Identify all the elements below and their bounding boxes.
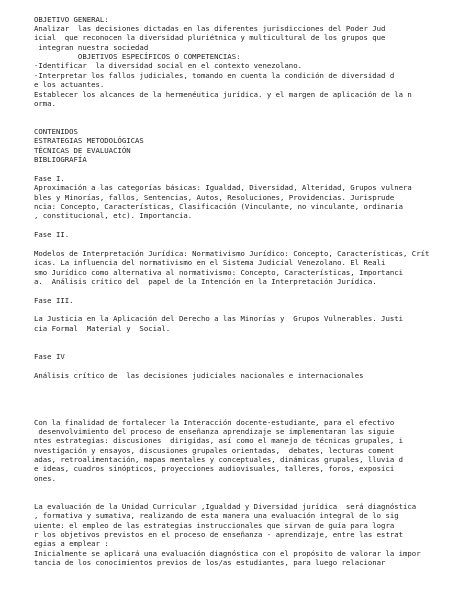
text-line: cia Formal Material y Social. bbox=[34, 323, 171, 333]
text-line: BIBLIOGRAFÍA bbox=[34, 155, 87, 165]
text-line: e los actuantes. bbox=[34, 80, 105, 90]
text-line: Modelos de Interpretación Jurídica: Normativismo Jurídico: Concepto, Características, Crít bbox=[34, 248, 430, 258]
text-line: smo Jurídico como alternativa al normativismo: Concepto, Características, Importanci bbox=[34, 267, 404, 277]
text-line: -Identificar la diversidad social en el contexto venezolano. bbox=[34, 61, 302, 71]
text-line: Fase II. bbox=[34, 230, 70, 240]
text-line: ncia: Concepto, Características, Clasificación (Vinculante, no vinculante, ordinaria bbox=[34, 202, 404, 211]
text-line: OBJETIVO GENERAL: bbox=[34, 14, 109, 24]
text-line: Inicialmente se aplicará una evaluación diagnóstica con el propósito de valorar la impor bbox=[34, 548, 421, 558]
text-line: ones. bbox=[34, 473, 56, 483]
text-line: CONTENIDOS bbox=[34, 127, 78, 137]
text-line: r los objetivos previstos en el proceso de enseñanza - aprendizaje, entre las estrat bbox=[34, 529, 404, 539]
text-line: Con la finalidad de fortalecer la Interacción docente-estudiante, para el efectivo bbox=[34, 417, 395, 427]
text-line: adas, retroalimentación, mapas mentales y conceptuales, dinámicas grupales, lluvia d bbox=[34, 454, 404, 464]
text-line: desenvolvimiento del proceso de enseñanza aprendizaje se implementaran las siguie bbox=[34, 426, 395, 436]
text-line: ESTRATEGIAS METODOLÓGICAS bbox=[34, 136, 144, 146]
text-line: -Interpretar los fallos judiciales, tomando en cuenta la condición de diversidad d bbox=[34, 70, 395, 80]
text-line: a. Análisis crítico del papel de la Intención en la Interpretación Jurídica. bbox=[34, 276, 377, 286]
text-line: uiente: el empleo de las estrategias instruccionales que sirvan de guía para logra bbox=[34, 520, 395, 530]
text-line: Análisis crítico de las decisiones judiciales nacionales e internacionales bbox=[34, 370, 364, 380]
text-line: TÉCNICAS DE EVALUACIÓN bbox=[34, 145, 131, 155]
text-line: integran nuestra sociedad bbox=[34, 42, 149, 52]
text-line: Analizar las decisiones dictadas en las diferentes jurisdicciones del Poder Jud bbox=[34, 23, 386, 33]
text-line: Establecer los alcances de la hermenéutica jurídica. y el margen de aplicación de la n bbox=[34, 89, 412, 99]
text-line: Aproximación a las categorías básicas: Igualdad, Diversidad, Alteridad, Grupos vulnera bbox=[34, 183, 412, 193]
text-line: icas. La influencia del normativismo en el Sistema Judicial Venezolano. El Reali bbox=[34, 258, 386, 268]
text-line: , constitucional, etc). Importancia. bbox=[34, 211, 193, 221]
text-line: orma. bbox=[34, 98, 56, 108]
text-line: La Justicia en la Aplicación del Derecho a las Minorías y Grupos Vulnerables. Justi bbox=[34, 314, 404, 324]
text-line: ntes estrategias: discusiones dirigidas, así como el manejo de técnicas grupales, i bbox=[34, 436, 404, 446]
text-line: Fase III. bbox=[34, 295, 74, 305]
text-line: nvestigación y ensayos, discusiones grupales orientadas, debates, lecturas coment bbox=[34, 445, 395, 455]
text-line: Fase I. bbox=[34, 173, 65, 183]
text-line: La evaluación de la Unidad Curricular ,Igualdad y Diversidad jurídica será diagnóstica bbox=[34, 501, 417, 511]
text-line: tancia de los conocimientos previos de los/as estudiantes, para luego relacionar bbox=[34, 558, 386, 568]
text-line: Fase IV bbox=[34, 351, 65, 361]
text-line: e ideas, cuadros sinópticos, proyecciones audiovisuales, talleres, foros, exposici bbox=[34, 464, 395, 474]
text-line: egias a emplear : bbox=[34, 539, 109, 549]
text-line: icial que reconocen la diversidad pluriétnica y multicultural de los grupos que bbox=[34, 33, 386, 43]
text-line: bles y Minorías, fallos, Sentencias, Autos, Resoluciones, Providencias. Jurisprude bbox=[34, 192, 395, 202]
text-line: , formativa y sumativa, realizando de esta manera una evaluación integral de lo sig bbox=[34, 511, 399, 521]
text-line: OBJETIVOS ESPECÍFICOS O COMPETENCIAS: bbox=[34, 52, 241, 62]
